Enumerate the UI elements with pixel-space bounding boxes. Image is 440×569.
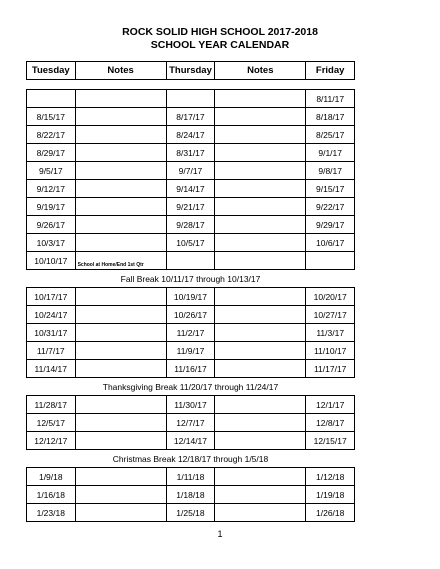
calendar-row [27, 288, 355, 306]
calendar-row [27, 126, 355, 144]
tuesday-date-cell: 10/10/17 [27, 252, 76, 270]
notes-cell [215, 162, 306, 180]
friday-date-cell: 9/29/17 [306, 216, 355, 234]
header-row [27, 62, 355, 80]
calendar-row [27, 306, 355, 324]
notes-cell [75, 180, 166, 198]
thursday-date-cell: 8/17/17 [166, 108, 215, 126]
notes-cell [215, 360, 306, 378]
notes-cell [215, 180, 306, 198]
thursday-date-cell [166, 252, 215, 270]
break-row [27, 270, 355, 288]
friday-date-cell: 11/17/17 [306, 360, 355, 378]
friday-date-cell [306, 252, 355, 270]
notes-cell [215, 216, 306, 234]
calendar-row [27, 234, 355, 252]
thursday-date-cell: 11/2/17 [166, 324, 215, 342]
notes-cell [75, 504, 166, 522]
friday-date-cell: 8/18/17 [306, 108, 355, 126]
thursday-date-cell: 1/18/18 [166, 486, 215, 504]
friday-date-cell: 10/20/17 [306, 288, 355, 306]
thursday-date-cell: 12/7/17 [166, 414, 215, 432]
notes-cell [215, 342, 306, 360]
friday-date-cell: 1/12/18 [306, 468, 355, 486]
friday-date-cell: 9/8/17 [306, 162, 355, 180]
friday-date-cell: 8/25/17 [306, 126, 355, 144]
document-subtitle: SCHOOL YEAR CALENDAR [150, 39, 290, 51]
notes-cell [75, 216, 166, 234]
tuesday-date-cell: 12/12/17 [27, 432, 76, 450]
tuesday-date-cell: 9/26/17 [27, 216, 76, 234]
friday-date-cell: 1/26/18 [306, 504, 355, 522]
thursday-date-cell: 1/11/18 [166, 468, 215, 486]
tuesday-date-cell: 1/16/18 [27, 486, 76, 504]
calendar-row [27, 342, 355, 360]
friday-date-cell: 8/11/17 [306, 90, 355, 108]
calendar-row [27, 216, 355, 234]
header-tuesday: Tuesday [27, 62, 76, 80]
break-label: Christmas Break 12/18/17 through 1/5/18 [27, 450, 355, 468]
calendar-table [26, 61, 355, 522]
calendar-row [27, 162, 355, 180]
friday-date-cell: 10/27/17 [306, 306, 355, 324]
tuesday-date-cell: 8/22/17 [27, 126, 76, 144]
thursday-date-cell: 12/14/17 [166, 432, 215, 450]
friday-date-cell: 12/1/17 [306, 396, 355, 414]
calendar-row [27, 180, 355, 198]
notes-cell [215, 234, 306, 252]
thursday-date-cell: 8/31/17 [166, 144, 215, 162]
notes-cell [75, 324, 166, 342]
calendar-row [27, 432, 355, 450]
tuesday-date-cell: 1/9/18 [27, 468, 76, 486]
friday-date-cell: 1/19/18 [306, 486, 355, 504]
notes-cell [215, 414, 306, 432]
tuesday-date-cell: 10/17/17 [27, 288, 76, 306]
page-number: 1 [217, 529, 223, 539]
thursday-date-cell: 10/5/17 [166, 234, 215, 252]
notes-cell [75, 396, 166, 414]
friday-date-cell: 9/22/17 [306, 198, 355, 216]
calendar-row [27, 198, 355, 216]
tuesday-date-cell: 10/3/17 [27, 234, 76, 252]
thursday-date-cell: 9/21/17 [166, 198, 215, 216]
calendar-row [27, 360, 355, 378]
thursday-date-cell: 9/14/17 [166, 180, 215, 198]
header-notes: Notes [75, 62, 166, 80]
header-thursday: Thursday [166, 62, 215, 80]
notes-cell [215, 144, 306, 162]
header-notes: Notes [215, 62, 306, 80]
thursday-date-cell [166, 90, 215, 108]
tuesday-date-cell: 9/19/17 [27, 198, 76, 216]
friday-date-cell: 11/10/17 [306, 342, 355, 360]
notes-cell [215, 396, 306, 414]
document-title: ROCK SOLID HIGH SCHOOL 2017-2018 [122, 26, 318, 38]
thursday-date-cell: 9/28/17 [166, 216, 215, 234]
break-row [27, 378, 355, 396]
friday-date-cell: 11/3/17 [306, 324, 355, 342]
tuesday-date-cell: 12/5/17 [27, 414, 76, 432]
tuesday-date-cell: 9/12/17 [27, 180, 76, 198]
notes-cell [75, 252, 166, 270]
notes-cell [215, 306, 306, 324]
calendar-row [27, 468, 355, 486]
calendar-row [27, 396, 355, 414]
calendar-row [27, 144, 355, 162]
thursday-date-cell: 10/19/17 [166, 288, 215, 306]
friday-date-cell: 10/6/17 [306, 234, 355, 252]
calendar-row [27, 324, 355, 342]
tuesday-date-cell: 10/31/17 [27, 324, 76, 342]
tuesday-date-cell: 8/29/17 [27, 144, 76, 162]
notes-cell [215, 126, 306, 144]
notes-cell [75, 486, 166, 504]
notes-cell [75, 432, 166, 450]
break-row [27, 450, 355, 468]
tuesday-date-cell: 11/28/17 [27, 396, 76, 414]
tuesday-date-cell: 11/14/17 [27, 360, 76, 378]
friday-date-cell: 12/15/17 [306, 432, 355, 450]
thursday-date-cell: 8/24/17 [166, 126, 215, 144]
calendar-row [27, 414, 355, 432]
note-text: School at Home/End 1st Qtr [77, 262, 144, 268]
friday-date-cell: 12/8/17 [306, 414, 355, 432]
notes-cell [215, 468, 306, 486]
notes-cell [75, 144, 166, 162]
thursday-date-cell: 11/30/17 [166, 396, 215, 414]
notes-cell [75, 198, 166, 216]
break-label: Thanksgiving Break 11/20/17 through 11/24/17 [27, 378, 355, 396]
notes-cell [75, 162, 166, 180]
tuesday-date-cell [27, 90, 76, 108]
notes-cell [215, 90, 306, 108]
notes-cell [215, 108, 306, 126]
notes-cell [75, 126, 166, 144]
friday-date-cell: 9/15/17 [306, 180, 355, 198]
notes-cell [215, 432, 306, 450]
notes-cell [75, 360, 166, 378]
friday-date-cell: 9/1/17 [306, 144, 355, 162]
notes-cell [215, 252, 306, 270]
notes-cell [75, 234, 166, 252]
notes-cell [215, 198, 306, 216]
tuesday-date-cell: 9/5/17 [27, 162, 76, 180]
header-friday: Friday [306, 62, 355, 80]
calendar-row [27, 108, 355, 126]
calendar-row [27, 486, 355, 504]
notes-cell [75, 306, 166, 324]
notes-cell [215, 288, 306, 306]
notes-cell [75, 414, 166, 432]
calendar-row [27, 252, 355, 270]
tuesday-date-cell: 11/7/17 [27, 342, 76, 360]
thursday-date-cell: 11/16/17 [166, 360, 215, 378]
thursday-date-cell: 10/26/17 [166, 306, 215, 324]
thursday-date-cell: 1/25/18 [166, 504, 215, 522]
break-label: Fall Break 10/11/17 through 10/13/17 [27, 270, 355, 288]
tuesday-date-cell: 8/15/17 [27, 108, 76, 126]
notes-cell [215, 486, 306, 504]
notes-cell [75, 288, 166, 306]
notes-cell [75, 342, 166, 360]
notes-cell [215, 324, 306, 342]
notes-cell [75, 468, 166, 486]
notes-cell [215, 504, 306, 522]
notes-cell [75, 90, 166, 108]
thursday-date-cell: 9/7/17 [166, 162, 215, 180]
tuesday-date-cell: 1/23/18 [27, 504, 76, 522]
calendar-row [27, 90, 355, 108]
notes-cell [75, 108, 166, 126]
calendar-row [27, 504, 355, 522]
thursday-date-cell: 11/9/17 [166, 342, 215, 360]
tuesday-date-cell: 10/24/17 [27, 306, 76, 324]
